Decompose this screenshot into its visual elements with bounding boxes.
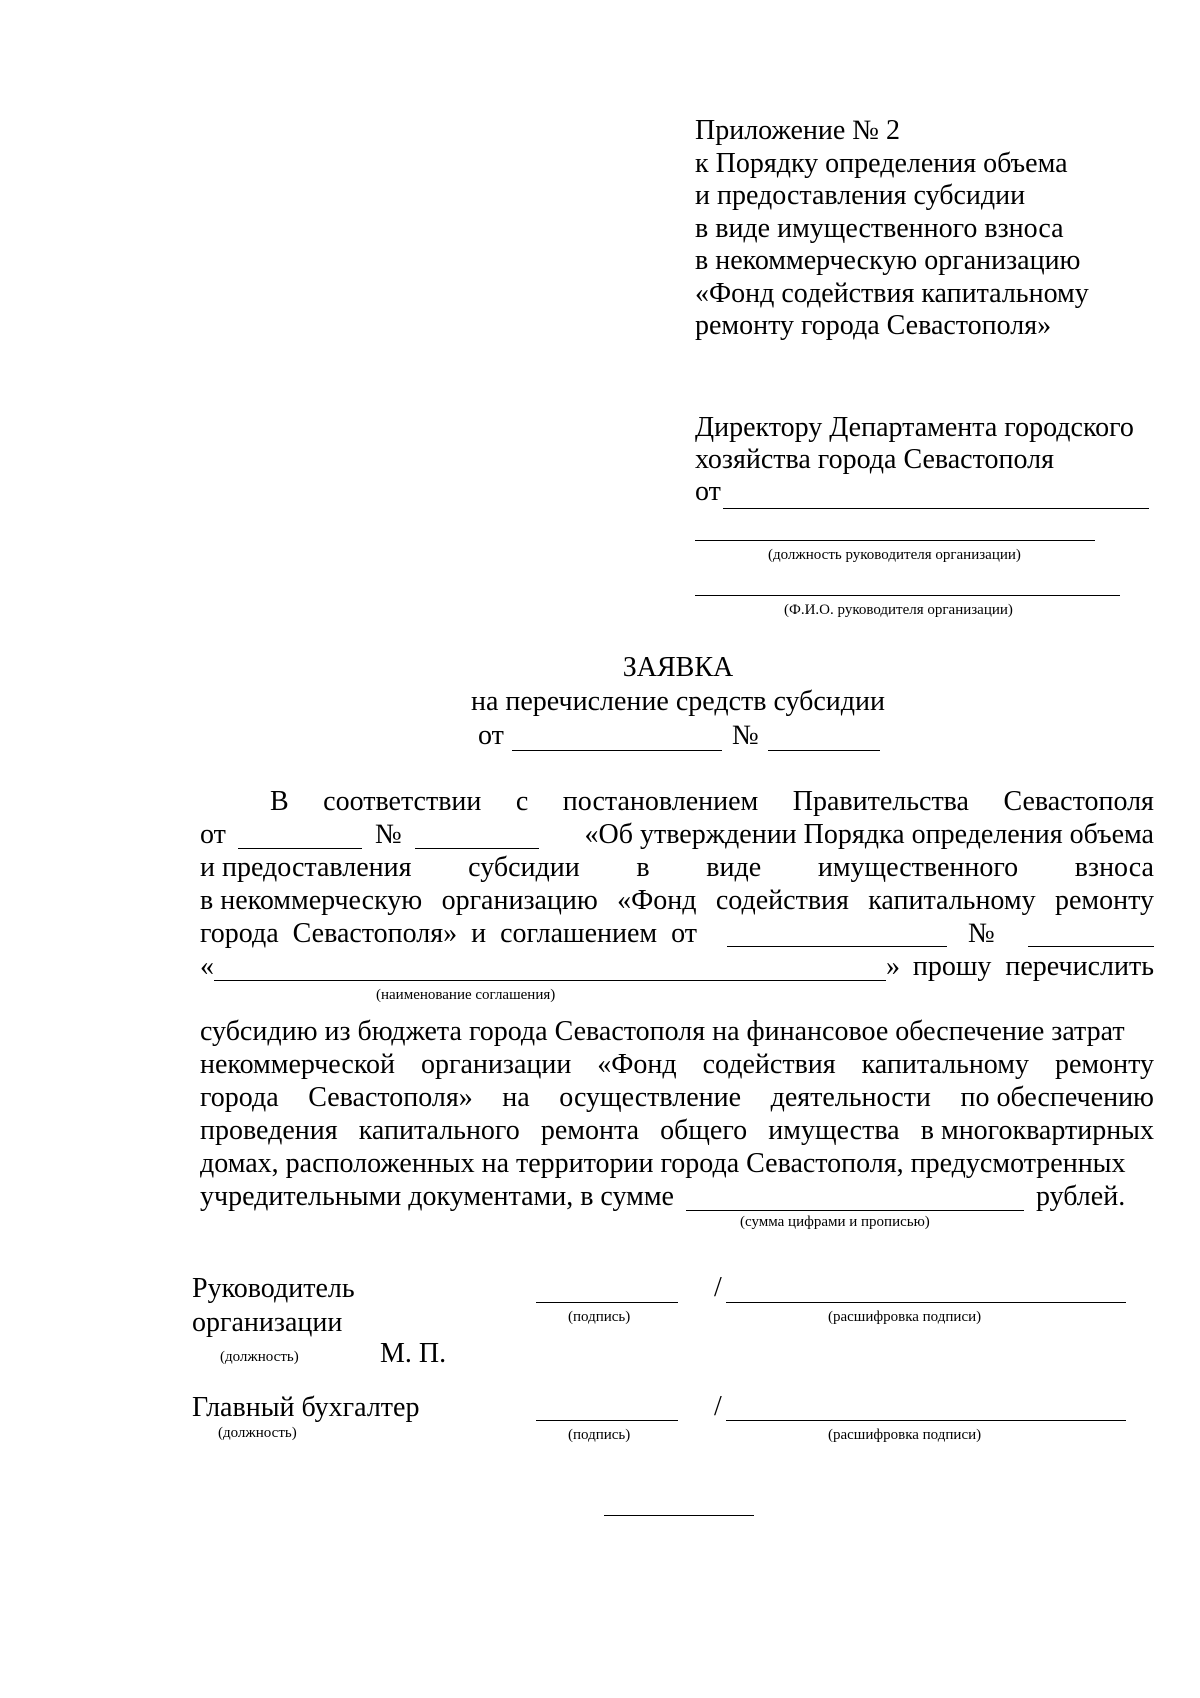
word: некоммерческой xyxy=(200,1049,396,1080)
accountant-slash: / xyxy=(714,1391,722,1422)
word: В xyxy=(270,786,289,817)
accountant-decoding-field[interactable] xyxy=(726,1420,1126,1421)
word: капитальному xyxy=(868,885,1036,916)
heading-number-label: № xyxy=(732,720,759,751)
head-signature-field[interactable] xyxy=(536,1302,678,1303)
document-subtitle: на перечисление средств субсидии xyxy=(470,686,886,717)
resolution-number-field[interactable] xyxy=(415,848,539,849)
word: имущества xyxy=(768,1115,900,1146)
addressee-line-2: хозяйства города Севастополя xyxy=(695,444,1054,475)
heading-from-label: от xyxy=(478,720,504,751)
body-line-1 xyxy=(270,786,1154,818)
word: проведения xyxy=(200,1115,338,1146)
agreement-open-quote: « xyxy=(200,951,214,982)
accountant-position-caption: (должность) xyxy=(218,1425,297,1441)
word: Правительства xyxy=(792,786,969,817)
word: субсидии xyxy=(468,852,580,883)
addressee-from-label: от xyxy=(695,476,721,507)
accountant-decoding-caption: (расшифровка подписи) xyxy=(828,1427,982,1443)
sum-field[interactable] xyxy=(686,1210,1024,1211)
appendix-line: в некоммерческую организацию xyxy=(695,245,1081,276)
word: ремонту xyxy=(1054,885,1154,916)
word: постановлением xyxy=(562,786,759,817)
agreement-intro-text: города Севастополя» и соглашением от xyxy=(200,918,697,949)
body-line-9 xyxy=(200,1082,1154,1114)
body-line-8 xyxy=(200,1049,1154,1081)
word: «Фонд xyxy=(617,885,697,916)
heading-date-field[interactable] xyxy=(512,750,722,751)
stamp-label: М. П. xyxy=(380,1338,447,1369)
document-title: ЗАЯВКА xyxy=(622,652,734,683)
appendix-line: ремонту города Севастополя» xyxy=(695,310,1052,341)
head-signature-caption: (подпись) xyxy=(568,1309,631,1325)
appendix-line: в виде имущественного взноса xyxy=(695,212,1064,244)
word: и предоставления xyxy=(200,852,412,883)
word: на xyxy=(502,1082,530,1113)
agreement-name-field[interactable] xyxy=(214,980,886,981)
word: осуществление xyxy=(559,1082,742,1113)
fio-field[interactable] xyxy=(695,595,1120,596)
body-line-4 xyxy=(200,885,1154,917)
position-caption: (должность руководителя организации) xyxy=(768,547,1021,563)
word: взноса xyxy=(1074,852,1154,883)
sum-intro-text: учредительными документами, в сумме xyxy=(200,1181,674,1212)
accountant-signature-field[interactable] xyxy=(536,1420,678,1421)
body-line-3 xyxy=(200,852,1154,884)
addressee-line-1: Директору Департамента городского xyxy=(695,412,1134,443)
word: капитального xyxy=(358,1115,520,1146)
word: ремонту xyxy=(1054,1049,1154,1080)
resolution-from-label: от xyxy=(200,819,226,850)
appendix-line: Приложение № 2 xyxy=(695,115,900,146)
addressee-from-field[interactable] xyxy=(723,508,1149,509)
sum-caption: (сумма цифрами и прописью) xyxy=(740,1214,930,1230)
word: виде xyxy=(706,852,762,883)
agreement-name-caption: (наименование соглашения) xyxy=(376,987,556,1003)
currency-label: рублей. xyxy=(1036,1181,1126,1212)
word: в некоммерческую xyxy=(200,885,423,916)
word: ремонта xyxy=(540,1115,639,1146)
head-decoding-caption: (расшифровка подписи) xyxy=(828,1309,982,1325)
position-field[interactable] xyxy=(695,540,1095,541)
word: содействия xyxy=(715,885,849,916)
heading-number-field[interactable] xyxy=(768,750,880,751)
word: города xyxy=(200,1082,279,1113)
word: капитальному xyxy=(861,1049,1029,1080)
resolution-date-field[interactable] xyxy=(238,848,362,849)
word: Севастополя xyxy=(1003,786,1154,817)
word: в xyxy=(636,852,650,883)
agreement-number-field[interactable] xyxy=(1028,946,1154,947)
body-line-10 xyxy=(200,1115,1154,1147)
addressee-block xyxy=(695,412,1134,508)
word: по обеспечению xyxy=(960,1082,1154,1113)
word: с xyxy=(515,786,529,817)
head-title-line-1: Руководитель xyxy=(192,1273,355,1304)
resolution-title-text: «Об утверждении Порядка определения объема xyxy=(584,819,1154,850)
appendix-line: и предоставления субсидии xyxy=(695,180,1026,211)
appendix-line: к Порядку определения объема xyxy=(695,147,1068,179)
agreement-date-field[interactable] xyxy=(727,946,947,947)
word: Севастополя» xyxy=(308,1082,473,1113)
word: содействия xyxy=(702,1049,836,1080)
accountant-title: Главный бухгалтер xyxy=(192,1392,420,1423)
closing-divider xyxy=(604,1515,754,1516)
word: общего xyxy=(660,1115,748,1146)
appendix-line: «Фонд содействия капитальному xyxy=(695,277,1089,309)
fio-caption: (Ф.И.О. руководителя организации) xyxy=(784,602,1013,618)
head-title-line-2: организации xyxy=(192,1307,343,1338)
agreement-close-quote: » xyxy=(886,951,900,982)
word: организацию xyxy=(441,885,598,916)
body-line-11: домах, расположенных на территории города Севастополя, предусмотренных xyxy=(200,1148,1126,1179)
head-decoding-field[interactable] xyxy=(726,1302,1126,1303)
head-slash: / xyxy=(714,1272,722,1303)
resolution-number-label: № xyxy=(375,819,402,850)
appendix-header xyxy=(695,115,1089,343)
word: деятельности xyxy=(770,1082,931,1113)
word: соответствии xyxy=(323,786,482,817)
request-transfer-text: прошу перечислить xyxy=(912,951,1154,982)
body-line-7: субсидию из бюджета города Севастополя на финансовое обеспечение затрат xyxy=(200,1016,1125,1047)
accountant-signature-caption: (подпись) xyxy=(568,1427,631,1443)
word: организации xyxy=(421,1049,572,1080)
word: в многоквартирных xyxy=(920,1115,1154,1146)
head-position-caption: (должность) xyxy=(220,1349,299,1365)
word: «Фонд xyxy=(597,1049,677,1080)
agreement-number-label: № xyxy=(968,918,995,949)
word: имущественного xyxy=(817,852,1019,883)
